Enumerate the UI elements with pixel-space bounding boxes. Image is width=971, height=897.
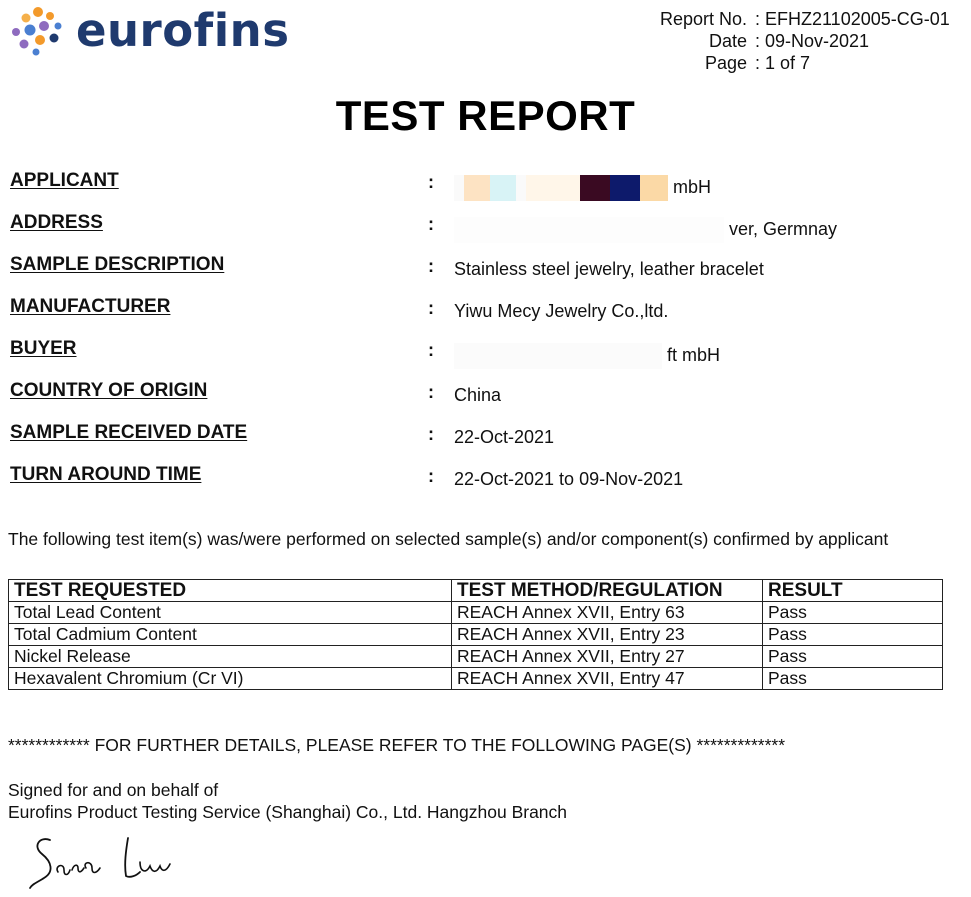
- sample-description-label: SAMPLE DESCRIPTION: [10, 254, 225, 275]
- column-header-test-requested: TEST REQUESTED: [9, 580, 452, 602]
- company-name-line: Eurofins Product Testing Service (Shanghai) Co., Ltd. Hangzhou Branch: [8, 802, 568, 822]
- page-value: : 1 of 7: [755, 53, 811, 73]
- redacted-block: [454, 343, 662, 369]
- applicant-colon: :: [428, 172, 434, 192]
- sample-received-date-colon: :: [428, 424, 434, 444]
- result-cell: Pass: [763, 602, 943, 624]
- redacted-block: [454, 217, 724, 243]
- sample-description-value: Stainless steel jewelry, leather bracelet: [454, 259, 764, 279]
- report-no-label: Report No.: [659, 9, 747, 29]
- eurofins-dots-logo-icon: [8, 4, 68, 58]
- buyer-value-text: ft mbH: [667, 344, 721, 365]
- page-label: Page: [704, 53, 747, 73]
- sample-received-date-value: 22-Oct-2021: [454, 427, 555, 447]
- table-header-row: [9, 580, 943, 602]
- redacted-block: [454, 177, 673, 197]
- result-cell: Pass: [763, 668, 943, 690]
- date-label: Date: [708, 31, 747, 51]
- test-method-cell: REACH Annex XVII, Entry 23: [452, 624, 763, 646]
- info-row-turn-around-time: [10, 464, 970, 506]
- signed-on-behalf-line: Signed for and on behalf of: [8, 780, 219, 800]
- table-row: [9, 646, 943, 668]
- turn-around-time-label: TURN AROUND TIME: [10, 464, 202, 485]
- country-of-origin-value: China: [454, 385, 502, 405]
- page-title: TEST REPORT: [335, 92, 636, 139]
- logo-wordmark: eurofins: [76, 4, 290, 57]
- date-row: [637, 30, 965, 52]
- handwritten-signature: [28, 832, 188, 894]
- test-requested-cell: Total Cadmium Content: [9, 624, 452, 646]
- date-value: : 09-Nov-2021: [755, 31, 870, 51]
- report-no-value: : EFHZ21102005-CG-01: [755, 9, 950, 29]
- intro-text: The following test item(s) was/were performed on selected sample(s) and/or component(s) confirmed by applicant: [8, 529, 889, 549]
- applicant-label: APPLICANT: [10, 170, 119, 191]
- manufacturer-value: Yiwu Mecy Jewelry Co.,ltd.: [454, 301, 669, 321]
- manufacturer-label: MANUFACTURER: [10, 296, 171, 317]
- test-requested-cell: Nickel Release: [9, 646, 452, 668]
- report-no-row: [637, 8, 965, 30]
- sample-description-colon: :: [428, 256, 434, 276]
- info-row-address: [10, 212, 970, 254]
- applicant-value: [454, 175, 711, 201]
- info-row-sample-description: [10, 254, 970, 296]
- applicant-value-text: mbH: [673, 176, 712, 197]
- buyer-label: BUYER: [10, 338, 77, 359]
- country-of-origin-colon: :: [428, 382, 434, 402]
- test-method-cell: REACH Annex XVII, Entry 63: [452, 602, 763, 624]
- signature-block: [8, 779, 567, 823]
- test-results-table: [8, 579, 943, 690]
- test-method-cell: REACH Annex XVII, Entry 47: [452, 668, 763, 690]
- info-row-buyer: [10, 338, 970, 380]
- report-meta: [637, 8, 965, 74]
- address-value-text: ver, Germnay: [729, 218, 838, 239]
- turn-around-time-colon: :: [428, 466, 434, 486]
- table-row: [9, 602, 943, 624]
- buyer-value: [454, 343, 720, 369]
- turn-around-time-value: 22-Oct-2021 to 09-Nov-2021: [454, 469, 684, 489]
- report-info: [10, 170, 970, 506]
- test-method-cell: REACH Annex XVII, Entry 27: [452, 646, 763, 668]
- info-row-manufacturer: [10, 296, 970, 338]
- info-row-applicant: [10, 170, 970, 212]
- info-row-country-of-origin: [10, 380, 970, 422]
- table-row: [9, 624, 943, 646]
- address-colon: :: [428, 214, 434, 234]
- manufacturer-colon: :: [428, 298, 434, 318]
- further-details-note: ************ FOR FURTHER DETAILS, PLEASE REFER TO THE FOLLOWING PAGE(S) *************: [8, 735, 786, 755]
- result-cell: Pass: [763, 646, 943, 668]
- test-requested-cell: Hexavalent Chromium (Cr VI): [9, 668, 452, 690]
- info-row-sample-received-date: [10, 422, 970, 464]
- buyer-colon: :: [428, 340, 434, 360]
- country-of-origin-label: COUNTRY OF ORIGIN: [10, 380, 208, 401]
- page-row: [637, 52, 965, 74]
- column-header-test-method: TEST METHOD/REGULATION: [452, 580, 763, 602]
- address-label: ADDRESS: [10, 212, 103, 233]
- column-header-result: RESULT: [763, 580, 943, 602]
- eurofins-logo: [8, 4, 290, 58]
- test-requested-cell: Total Lead Content: [9, 602, 452, 624]
- table-row: [9, 668, 943, 690]
- sample-received-date-label: SAMPLE RECEIVED DATE: [10, 422, 248, 443]
- address-value: [454, 217, 837, 243]
- result-cell: Pass: [763, 624, 943, 646]
